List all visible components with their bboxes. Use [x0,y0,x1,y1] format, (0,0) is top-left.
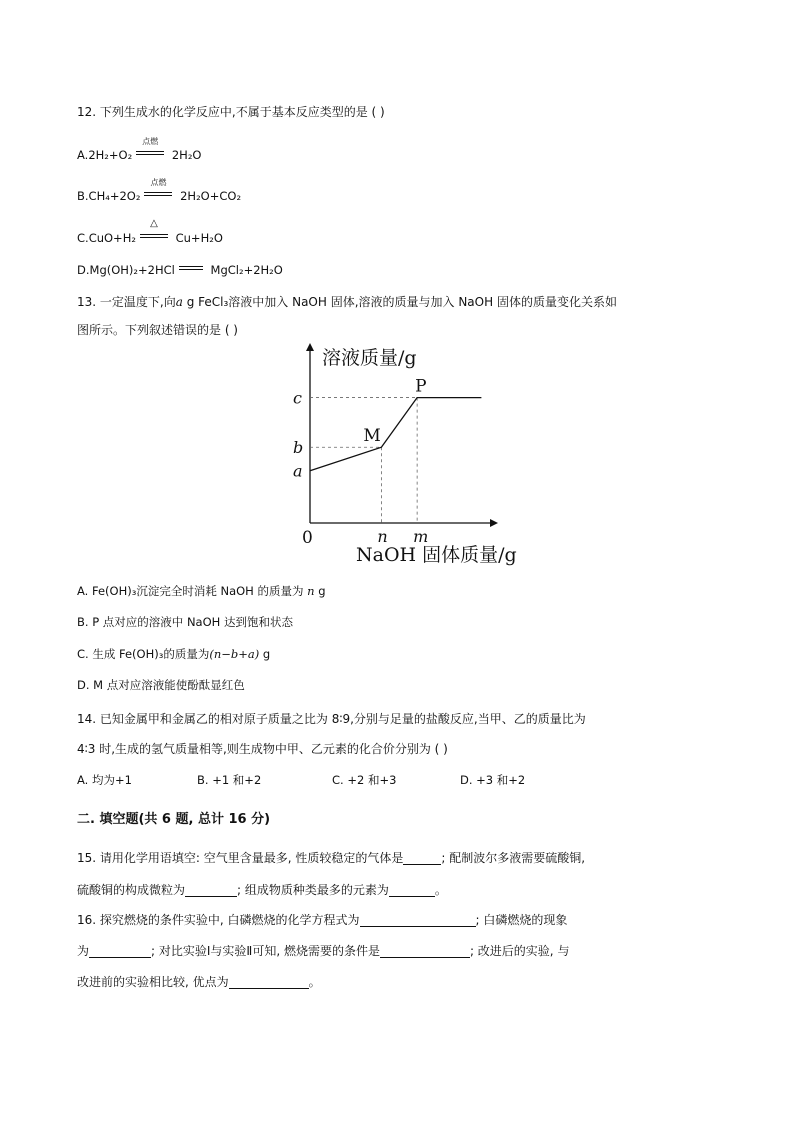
q16-text: ; 改进后的实验, 与 [469,944,570,958]
q14-choice-d: D. +3 和+2 [460,773,526,787]
reactants: CuO+H₂ [88,231,136,245]
section-title: 二. 填空题(共 6 题, 总计 16 分) [77,812,271,827]
q14-choice-b: B. +1 和+2 [197,773,262,787]
q13-option-a-unit: g [314,584,326,598]
y-tick-label: a [293,461,303,481]
q12-option-d [77,261,283,278]
x-tick-label: m [413,527,429,546]
x-axis-arrow [490,519,498,527]
answer-blank[interactable] [360,913,476,927]
q15-text: 硫酸铜的构成微粒为 [77,883,186,897]
q14-stem-line2: 4∶3 时,生成的氢气质量相等,则生成物中甲、乙元素的化合价分别为 ( ) [77,742,448,756]
option-label: A. [77,148,89,162]
q13-var-a: a [175,295,183,309]
q13-option-d: D. M 点对应溶液能使酚酞显红色 [77,678,245,692]
q15-text: ; 配制波尔多液需要硫酸铜, [441,851,586,865]
point-label: P [415,376,427,397]
x-axis-label: NaOH 固体质量/g [356,544,517,566]
reaction-arrow [143,178,173,201]
series-line [310,398,481,471]
q13-stem-mid: g FeCl₃溶液中加入 NaOH 固体,溶液的质量与加入 NaOH 固体的质量变化关系如 [182,295,617,309]
reaction-condition: 点燃 [142,137,159,146]
answer-blank[interactable] [89,944,151,958]
y-tick-label: b [293,438,304,458]
option-label: C. [77,231,89,245]
q16-text: 16. 探究燃烧的条件实验中, 白磷燃烧的化学方程式为 [77,913,360,927]
q12-stem: 12. 下列生成水的化学反应中,不属于基本反应类型的是 ( ) [77,105,385,119]
reaction-arrow [139,218,169,243]
q16-text: 改进前的实验相比较, 优点为 [77,975,229,989]
x-tick-label: n [377,527,388,546]
option-label: D. [77,263,90,277]
q13-option-a-text: A. Fe(OH)₃沉淀完全时消耗 NaOH 的质量为 [77,584,308,598]
reactants: Mg(OH)₂+2HCl [89,263,175,277]
q12-option-c [77,218,223,246]
reaction-arrow [135,137,165,160]
q14-stem-line1: 14. 已知金属甲和金属乙的相对原子质量之比为 8∶9,分别与足量的盐酸反应,当甲、乙的质量比为 [77,712,586,726]
q16-text: 为 [77,944,90,958]
q12-option-a [77,137,202,163]
q16-line3 [77,974,321,990]
q13-option-a-var: n [307,584,315,598]
q13-option-b: B. P 点对应的溶液中 NaOH 达到饱和状态 [77,615,293,629]
reaction-condition: △ [150,218,158,229]
reaction-condition: 点燃 [150,178,167,187]
q13-option-c-text: C. 生成 Fe(OH)₃的质量为 [77,647,210,661]
reactants: CH₄+2O₂ [88,189,141,203]
q13-stem-line1 [77,294,617,310]
point-label: M [363,426,381,447]
q15-line1 [77,850,585,866]
answer-blank[interactable] [185,883,237,897]
q13-option-a [77,583,326,599]
answer-blank[interactable] [389,883,435,897]
q13-stem-line2: 图所示。下列叙述错误的是 ( ) [77,323,238,337]
products: 2H₂O+CO₂ [180,189,242,203]
q14-choice-c: C. +2 和+3 [332,773,397,787]
q16-text: 。 [308,975,321,989]
q16-line2 [77,943,569,959]
answer-blank[interactable] [403,851,441,865]
y-tick-label: c [293,388,302,408]
y-axis-arrow [306,343,314,351]
y-axis-label: 溶液质量/g [322,347,417,369]
q15-line2 [77,882,447,898]
q12-option-b [77,178,242,204]
q13-stem-pre: 13. 一定温度下,向 [77,295,176,309]
q13-option-c [77,646,270,662]
q16-text: ; 对比实验Ⅰ与实验Ⅱ可知, 燃烧需要的条件是 [151,944,380,958]
q15-text: ; 组成物质种类最多的元素为 [237,883,389,897]
answer-blank[interactable] [229,975,309,989]
products: MgCl₂+2H₂O [210,263,283,277]
q14-choice-a: A. 均为+1 [77,773,132,787]
q16-line1 [77,912,567,928]
answer-blank[interactable] [380,944,470,958]
q13-option-c-var: (n−b+a) [209,647,260,661]
q15-text: 15. 请用化学用语填空: 空气里含量最多, 性质较稳定的气体是 [77,851,404,865]
q13-option-c-unit: g [259,647,271,661]
reaction-arrow [178,261,204,275]
q15-text: 。 [434,883,447,897]
products: Cu+H₂O [175,231,223,245]
origin-label: 0 [302,528,313,548]
q16-text: ; 白磷燃烧的现象 [475,913,568,927]
option-label: B. [77,189,89,203]
reactants: 2H₂+O₂ [88,148,133,162]
products: 2H₂O [171,148,202,162]
